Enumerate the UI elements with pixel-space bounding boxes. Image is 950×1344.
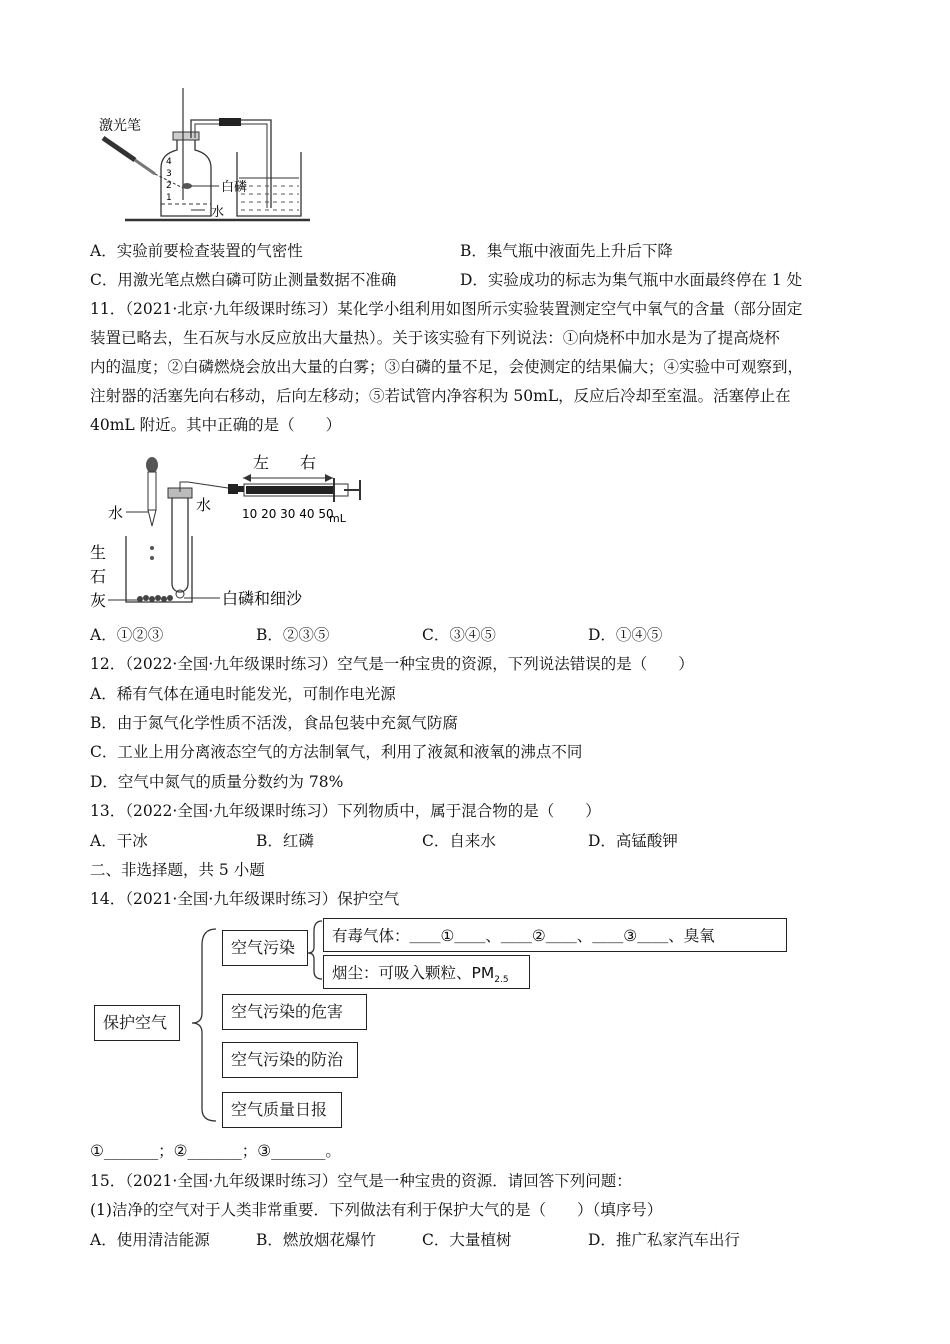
q13-option-d: D．高锰酸钾 [588, 832, 678, 850]
q11-option-d: D．①④⑤ [588, 626, 663, 644]
laser-label: 激光笔 [99, 118, 141, 134]
q13-option-b: B．红磷 [256, 832, 314, 850]
syringe-scale: 10 20 30 40 50 [242, 507, 334, 521]
mark-1: 1 [166, 193, 172, 203]
q11-option-a: A．①②③ [90, 626, 164, 644]
q15-stem: 15．（2021·全国·九年级课时练习）空气是一种宝贵的资源．请回答下列问题： [90, 1172, 632, 1190]
phosphorus-sand-label: 白磷和细沙 [222, 589, 303, 608]
syringe [228, 478, 360, 502]
mark-2: 2 [166, 181, 172, 191]
q12-stem: 12．（2022·全国·九年级课时练习）空气是一种宝贵的资源，下列说法错误的是（ ） [90, 655, 694, 673]
lime-label-1: 生 [90, 543, 107, 562]
q14-stem: 14．（2021·全国·九年级课时练习）保护空气 [90, 890, 400, 908]
q11-stem-line-4: 注射器的活塞先向右移动，后向左移动；⑤若试管内净容积为 50mL，反应后冷却至室温。活塞停止在 [90, 387, 791, 405]
q13-option-c: C．自来水 [422, 832, 496, 850]
q12-option-c: C．工业上用分离液态空气的方法制氧气，利用了液氮和液氧的沸点不同 [90, 743, 583, 761]
q11-stem-line-5: 40mL 附近。其中正确的是（ ） [90, 416, 342, 434]
lime-label-3: 灰 [90, 591, 107, 610]
q10-option-d: D．实验成功的标志为集气瓶中水面最终停在 1 处 [460, 271, 803, 289]
q11-option-c: C．③④⑤ [422, 626, 496, 644]
mindmap-toxic-gases: 有毒气体：＿＿①＿＿、＿＿②＿＿、＿＿③＿＿、臭氧 [323, 918, 787, 952]
right-label: 右 [300, 453, 317, 472]
q12-option-b: B．由于氮气化学性质不活泼，食品包装中充氮气防腐 [90, 714, 458, 732]
mindmap-harm: 空气污染的危害 [222, 994, 367, 1030]
q10-option-a: A．实验前要检查装置的气密性 [90, 242, 303, 260]
q15-sub1: (1)洁净的空气对于人类非常重要．下列做法有利于保护大气的是（ ）（填序号） [90, 1201, 663, 1219]
q13-stem: 13．（2022·全国·九年级课时练习）下列物质中，属于混合物的是（ ） [90, 802, 601, 820]
mindmap-prevention: 空气污染的防治 [222, 1042, 358, 1078]
q15-option-d: D．推广私家汽车出行 [588, 1231, 740, 1249]
q15-option-b: B．燃放烟花爆竹 [256, 1231, 376, 1249]
mindmap-root: 保护空气 [94, 1005, 180, 1041]
q15-option-a: A．使用清洁能源 [90, 1231, 210, 1249]
q12-option-d: D．空气中氮气的质量分数约为 78% [90, 773, 344, 791]
q11-stem-line-3: 内的温度；②白磷燃烧会放出大量的白雾；③白磷的量不足，会使测定的结果偏大；④实验中可观察到， [90, 358, 804, 376]
q12-option-a: A．稀有气体在通电时能发光，可制作电光源 [90, 685, 396, 703]
water-label-1: 水 [108, 504, 124, 522]
section-heading: 二、非选择题，共 5 小题 [90, 861, 265, 879]
q13-option-a: A．干冰 [90, 832, 148, 850]
apparatus-figure-2 [88, 448, 378, 618]
dust-text: 烟尘：可吸入颗粒、PM [332, 964, 495, 982]
phosphorus-label: 白磷 [221, 180, 248, 195]
q15-option-c: C．大量植树 [422, 1231, 512, 1249]
q10-option-c: C．用激光笔点燃白磷可防止测量数据不准确 [90, 271, 397, 289]
q11-option-b: B．②③⑤ [256, 626, 330, 644]
dust-subscript: 2.5 [494, 975, 509, 986]
mark-4: 4 [166, 157, 172, 167]
apparatus-figure-1 [95, 88, 325, 228]
water-label: 水 [211, 205, 225, 220]
water-label-2: 水 [196, 496, 212, 514]
mindmap-report: 空气质量日报 [222, 1092, 342, 1128]
mark-3: 3 [166, 169, 172, 179]
syringe-unit: mL [329, 512, 346, 525]
q10-option-b: B．集气瓶中液面先上升后下降 [460, 242, 673, 260]
left-label: 左 [253, 453, 270, 472]
mindmap-pollution: 空气污染 [222, 930, 308, 966]
q11-stem-line-1: 11．（2021·北京·九年级课时练习）某化学小组利用如图所示实验装置测定空气中氧气的含量（部分固定 [90, 300, 803, 318]
q11-stem-line-2: 装置已略去，生石灰与水反应放出大量热）。关于该实验有下列说法：①向烧杯中加水是为了提高烧杯 [90, 329, 780, 347]
mindmap-dust [323, 955, 530, 989]
dropper [146, 457, 158, 526]
lime-label-2: 石 [90, 567, 107, 586]
q14-answer-blanks[interactable]: ①_______；②_______；③_______。 [90, 1142, 341, 1160]
